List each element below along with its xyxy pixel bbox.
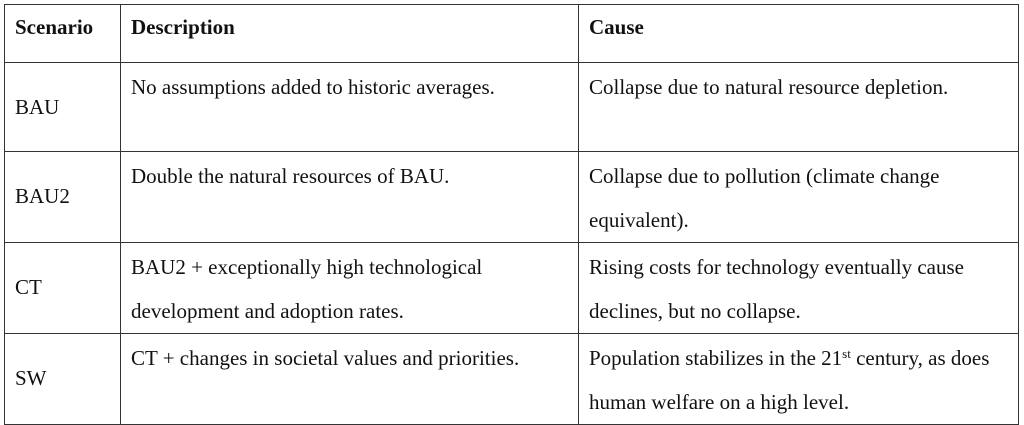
table-row [5,63,1019,152]
header-scenario: Scenario [5,5,121,63]
header-description: Description [121,5,579,63]
scenario-cell: SW [5,334,121,425]
table-row [5,334,1019,425]
cause-text-after: century, as does human welfare on a high level. [589,346,990,414]
cause-cell: Collapse due to pollution (climate change equivalent). [579,152,1019,243]
scenario-cell: CT [5,243,121,334]
table-row [5,243,1019,334]
table-row [5,152,1019,243]
cause-cell: Rising costs for technology eventually cause declines, but no collapse. [579,243,1019,334]
cause-cell [579,334,1019,425]
scenario-cell: BAU [5,63,121,152]
cause-cell: Collapse due to natural resource depletion. [579,63,1019,152]
description-cell: BAU2 + exceptionally high technological development and adoption rates. [121,243,579,334]
description-cell: CT + changes in societal values and priorities. [121,334,579,425]
scenario-cell: BAU2 [5,152,121,243]
description-cell: No assumptions added to historic averages. [121,63,579,152]
table-header-row [5,5,1019,63]
cause-text-before: Population stabilizes in the 21 [589,346,843,370]
scenario-table [4,4,1019,425]
header-cause: Cause [579,5,1019,63]
description-cell: Double the natural resources of BAU. [121,152,579,243]
ordinal-suffix: st [842,346,851,361]
